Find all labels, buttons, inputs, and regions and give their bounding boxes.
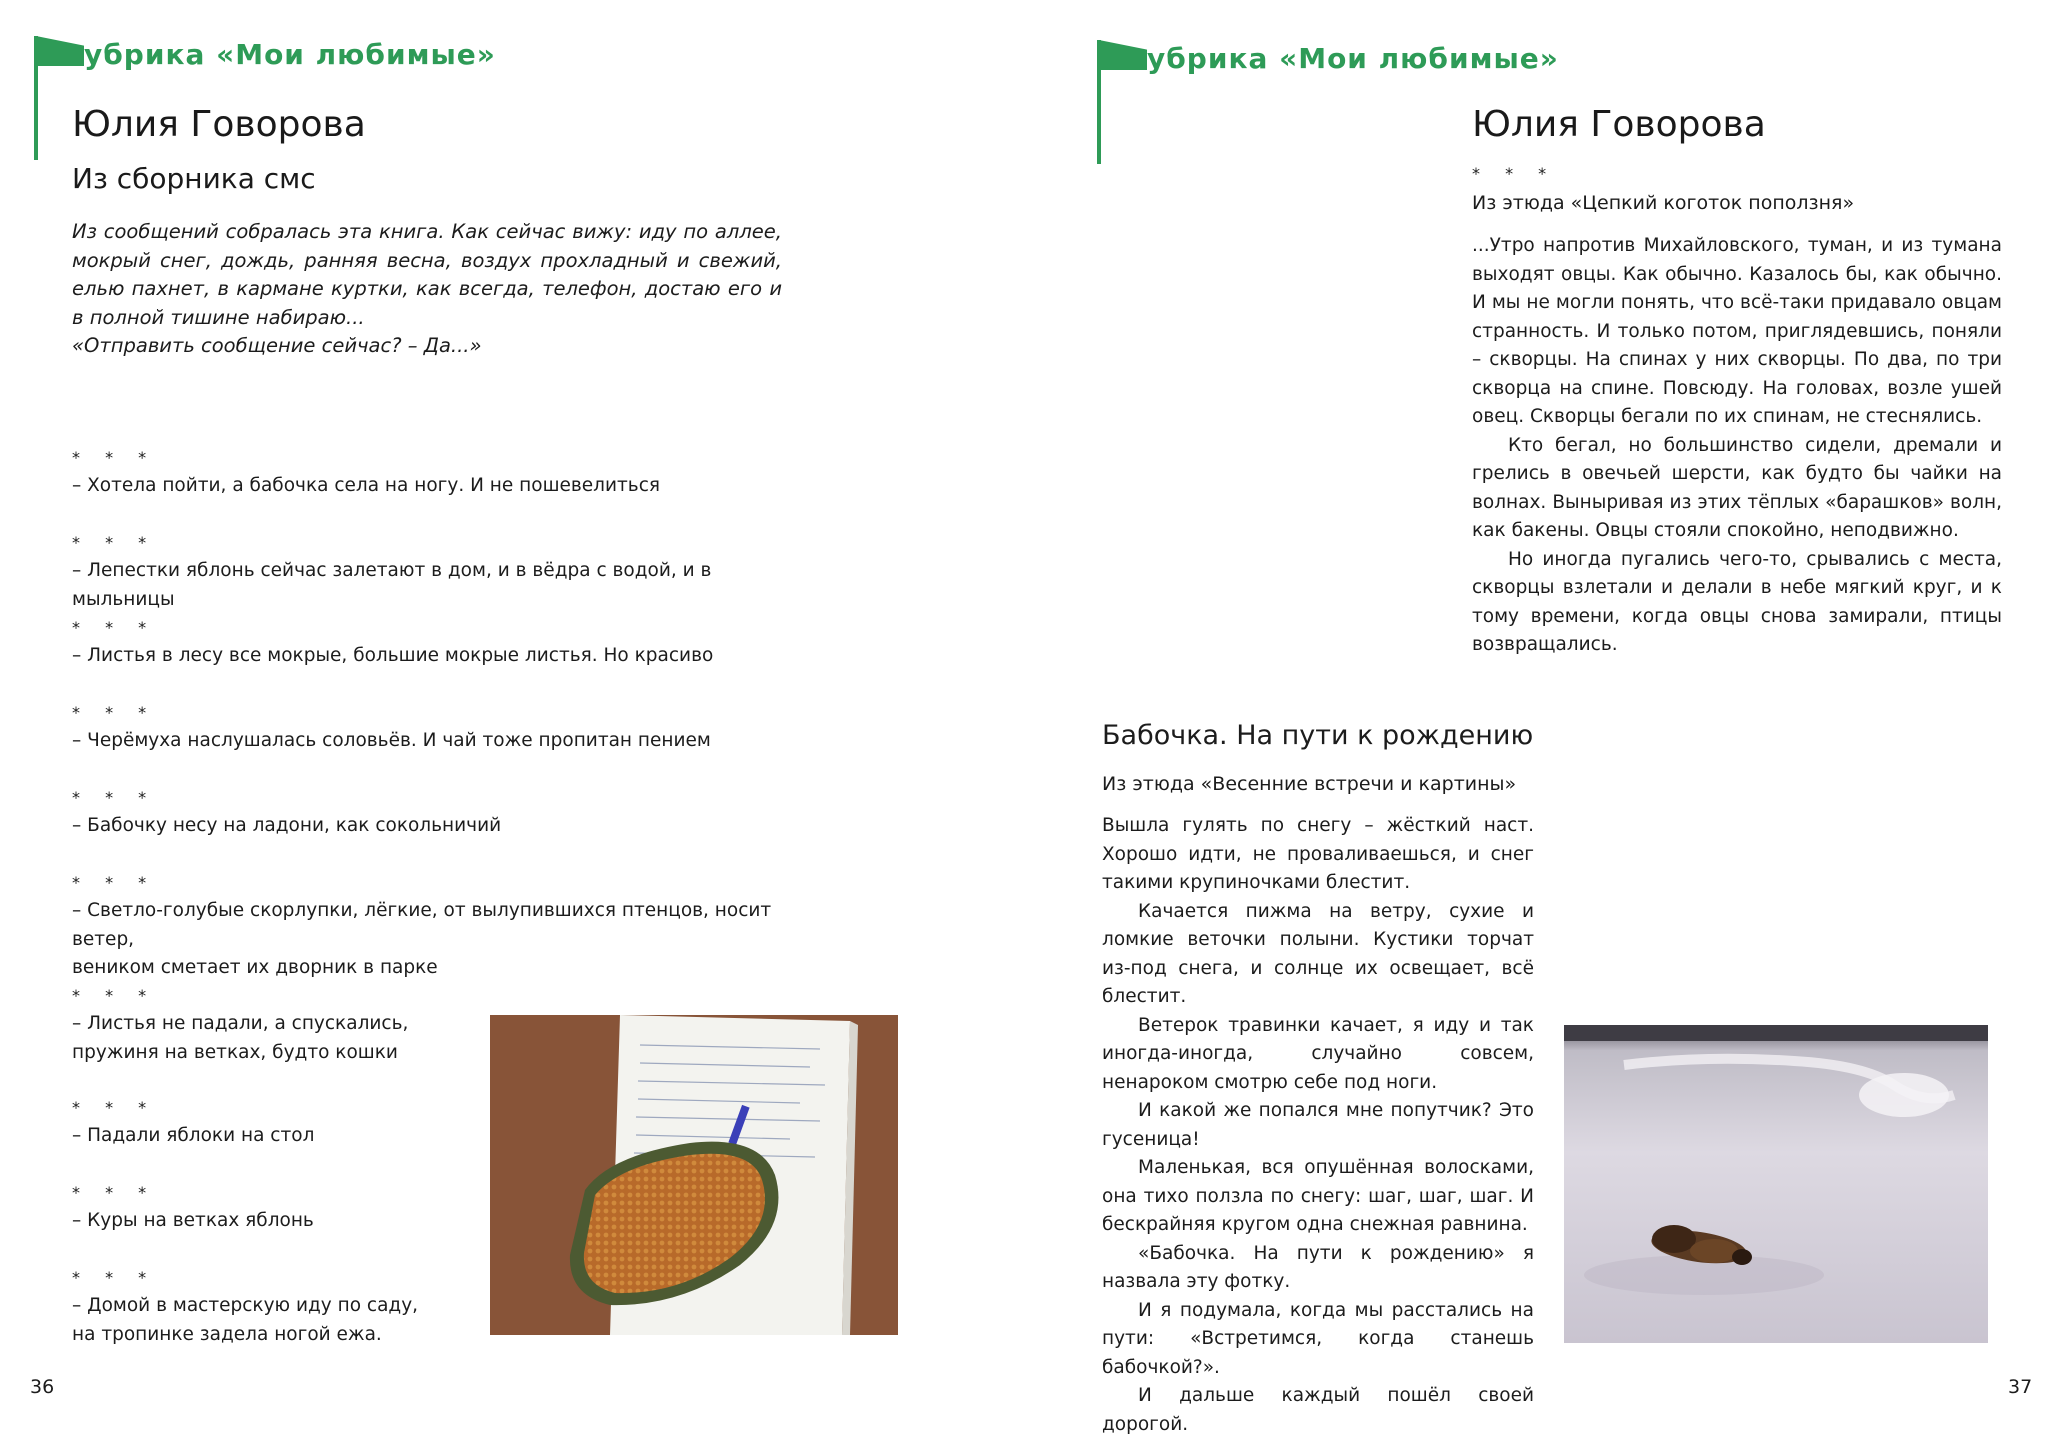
notebook-photo xyxy=(490,1015,898,1335)
etude-paragraph: И какой же попался мне попутчик? Это гусеница! xyxy=(1102,1100,1534,1150)
sms-line: – Светло-голубые скорлупки, лёгкие, от вылупившихся птенцов, носит ветер, xyxy=(72,900,772,950)
etude-paragraph: Качается пижма на ветру, сухие и ломкие веточки полыни. Кустики торчат из-под снега, и солнце их освещает, всё блестит. xyxy=(1102,900,1534,1007)
rubric-flag-icon xyxy=(1099,40,1147,70)
etude-paragraph: ...Утро напротив Михайловского, туман, и из тумана выходят овцы. Как обычно. Казалось бы, как обычно. И мы не могли понять, что всё-таки придавало овцам странность. И только потом, приглядевшись, поняли – скворцы. На спинах у них скворцы. По два, по три скворца на спине. Повсюду. На головах, возле ушей овец. Скворцы бегали по их спинам, не стеснялись. xyxy=(1472,235,2002,427)
collection-title: Из сборника смс xyxy=(72,162,316,195)
sms-entry xyxy=(72,450,782,501)
separator: * * * xyxy=(72,1268,157,1287)
separator: * * * xyxy=(72,618,157,637)
etude-source: Из этюда «Цепкий коготок поползня» xyxy=(1472,192,1855,214)
separator: * * * xyxy=(1472,164,1557,183)
separator: * * * xyxy=(72,703,157,722)
sms-line: – Падали яблоки на стол xyxy=(72,1125,315,1146)
etude-paragraph: Вышла гулять по снегу – жёсткий наст. Хорошо идти, не проваливаешься, и снег такими крупиночками блестит. xyxy=(1102,815,1534,893)
sms-line: – Домой в мастерскую иду по саду, xyxy=(72,1295,419,1316)
intro-quote: «Отправить сообщение сейчас? – Да...» xyxy=(72,334,482,357)
sms-entry xyxy=(72,790,782,841)
butterfly-text xyxy=(1102,812,1534,1439)
intro-text xyxy=(72,218,782,361)
sms-line: на тропинке задела ногой ежа. xyxy=(72,1323,382,1345)
etude-paragraph: И дальше каждый пошёл своей дорогой. xyxy=(1102,1385,1534,1435)
sms-line: – Лепестки яблонь сейчас залетают в дом, и в вёдра с водой, и в мыльницы xyxy=(72,560,712,610)
etude-paragraph: Кто бегал, но большинство сидели, дремали и грелись в овечьей шерсти, как будто бы чайки на волнах. Выныривая из этих тёплых «барашков» волн, как бакены. Овцы стояли спокойно, неподвижно. xyxy=(1472,434,2002,541)
butterfly-section-title: Бабочка. На пути к рождению xyxy=(1102,720,1534,751)
separator: * * * xyxy=(72,986,157,1005)
caterpillar-photo xyxy=(1564,1025,1988,1343)
page-number: 37 xyxy=(2008,1376,2033,1398)
author-name: Юлия Говорова xyxy=(72,104,366,145)
sms-line: – Бабочку несу на ладони, как сокольничий xyxy=(72,815,502,836)
rubric-flag-icon xyxy=(36,36,84,66)
etude-paragraph: Ветерок травинки качает, я иду и так иногда-иногда, случайно совсем, ненароком смотрю себе под ноги. xyxy=(1102,1014,1534,1093)
sms-line: – Куры на ветках яблонь xyxy=(72,1210,314,1231)
sms-line: – Листья не падали, а спускались, xyxy=(72,1013,409,1034)
sms-entry xyxy=(72,535,782,614)
sms-line: – Листья в лесу все мокрые, большие мокрые листья. Но красиво xyxy=(72,645,714,666)
etude-text xyxy=(1472,232,2002,660)
page-number: 36 xyxy=(30,1376,55,1398)
etude-paragraph: «Бабочка. На пути к рождению» я назвала эту фотку. xyxy=(1102,1242,1534,1292)
sms-line: – Хотела пойти, а бабочка села на ногу. И не пошевелиться xyxy=(72,475,660,496)
author-name: Юлия Говорова xyxy=(1472,104,1766,145)
rubric-title: убрика «Мои любимые» xyxy=(84,38,496,71)
sms-entry xyxy=(72,620,782,671)
separator: * * * xyxy=(72,533,157,552)
separator: * * * xyxy=(72,1183,157,1202)
separator: * * * xyxy=(72,788,157,807)
etude-paragraph: Маленькая, вся опушённая волосками, она тихо ползла по снегу: шаг, шаг, шаг. И бескрайняя кругом одна снежная равнина. xyxy=(1102,1157,1534,1235)
sms-entry xyxy=(72,1270,492,1349)
separator: * * * xyxy=(72,873,157,892)
sms-entry xyxy=(72,1185,492,1236)
sms-line: веником сметает их дворник в парке xyxy=(72,957,438,978)
separator: * * * xyxy=(72,448,157,467)
sms-entry xyxy=(72,705,782,756)
etude-paragraph: Но иногда пугались чего-то, срывались с места, скворцы взлетали и делали в небе мягкий круг, и к тому времени, когда овцы снова замирали, птицы возвращались. xyxy=(1472,548,2002,655)
sms-entry xyxy=(72,875,782,983)
rubric-title: убрика «Мои любимые» xyxy=(1147,42,1559,75)
sms-line: – Черёмуха наслушалась соловьёв. И чай тоже пропитан пением xyxy=(72,730,711,751)
sms-entry xyxy=(72,988,492,1067)
right-page xyxy=(1024,0,2048,1449)
sms-entry xyxy=(72,1100,492,1151)
sms-line: пружиня на ветках, будто кошки xyxy=(72,1041,398,1063)
etude-paragraph: И я подумала, когда мы расстались на пути: «Встретимся, когда станешь бабочкой?». xyxy=(1102,1299,1534,1378)
intro-paragraph: Из сообщений собралась эта книга. Как сейчас вижу: иду по аллее, мокрый снег, дождь, ранняя весна, воздух прохладный и свежий, елью пахнет, в кармане куртки, как всегда, телефон, достаю его и в полной тишине набираю... xyxy=(72,220,782,329)
etude-source: Из этюда «Весенние встречи и картины» xyxy=(1102,773,1517,795)
separator: * * * xyxy=(72,1098,157,1117)
